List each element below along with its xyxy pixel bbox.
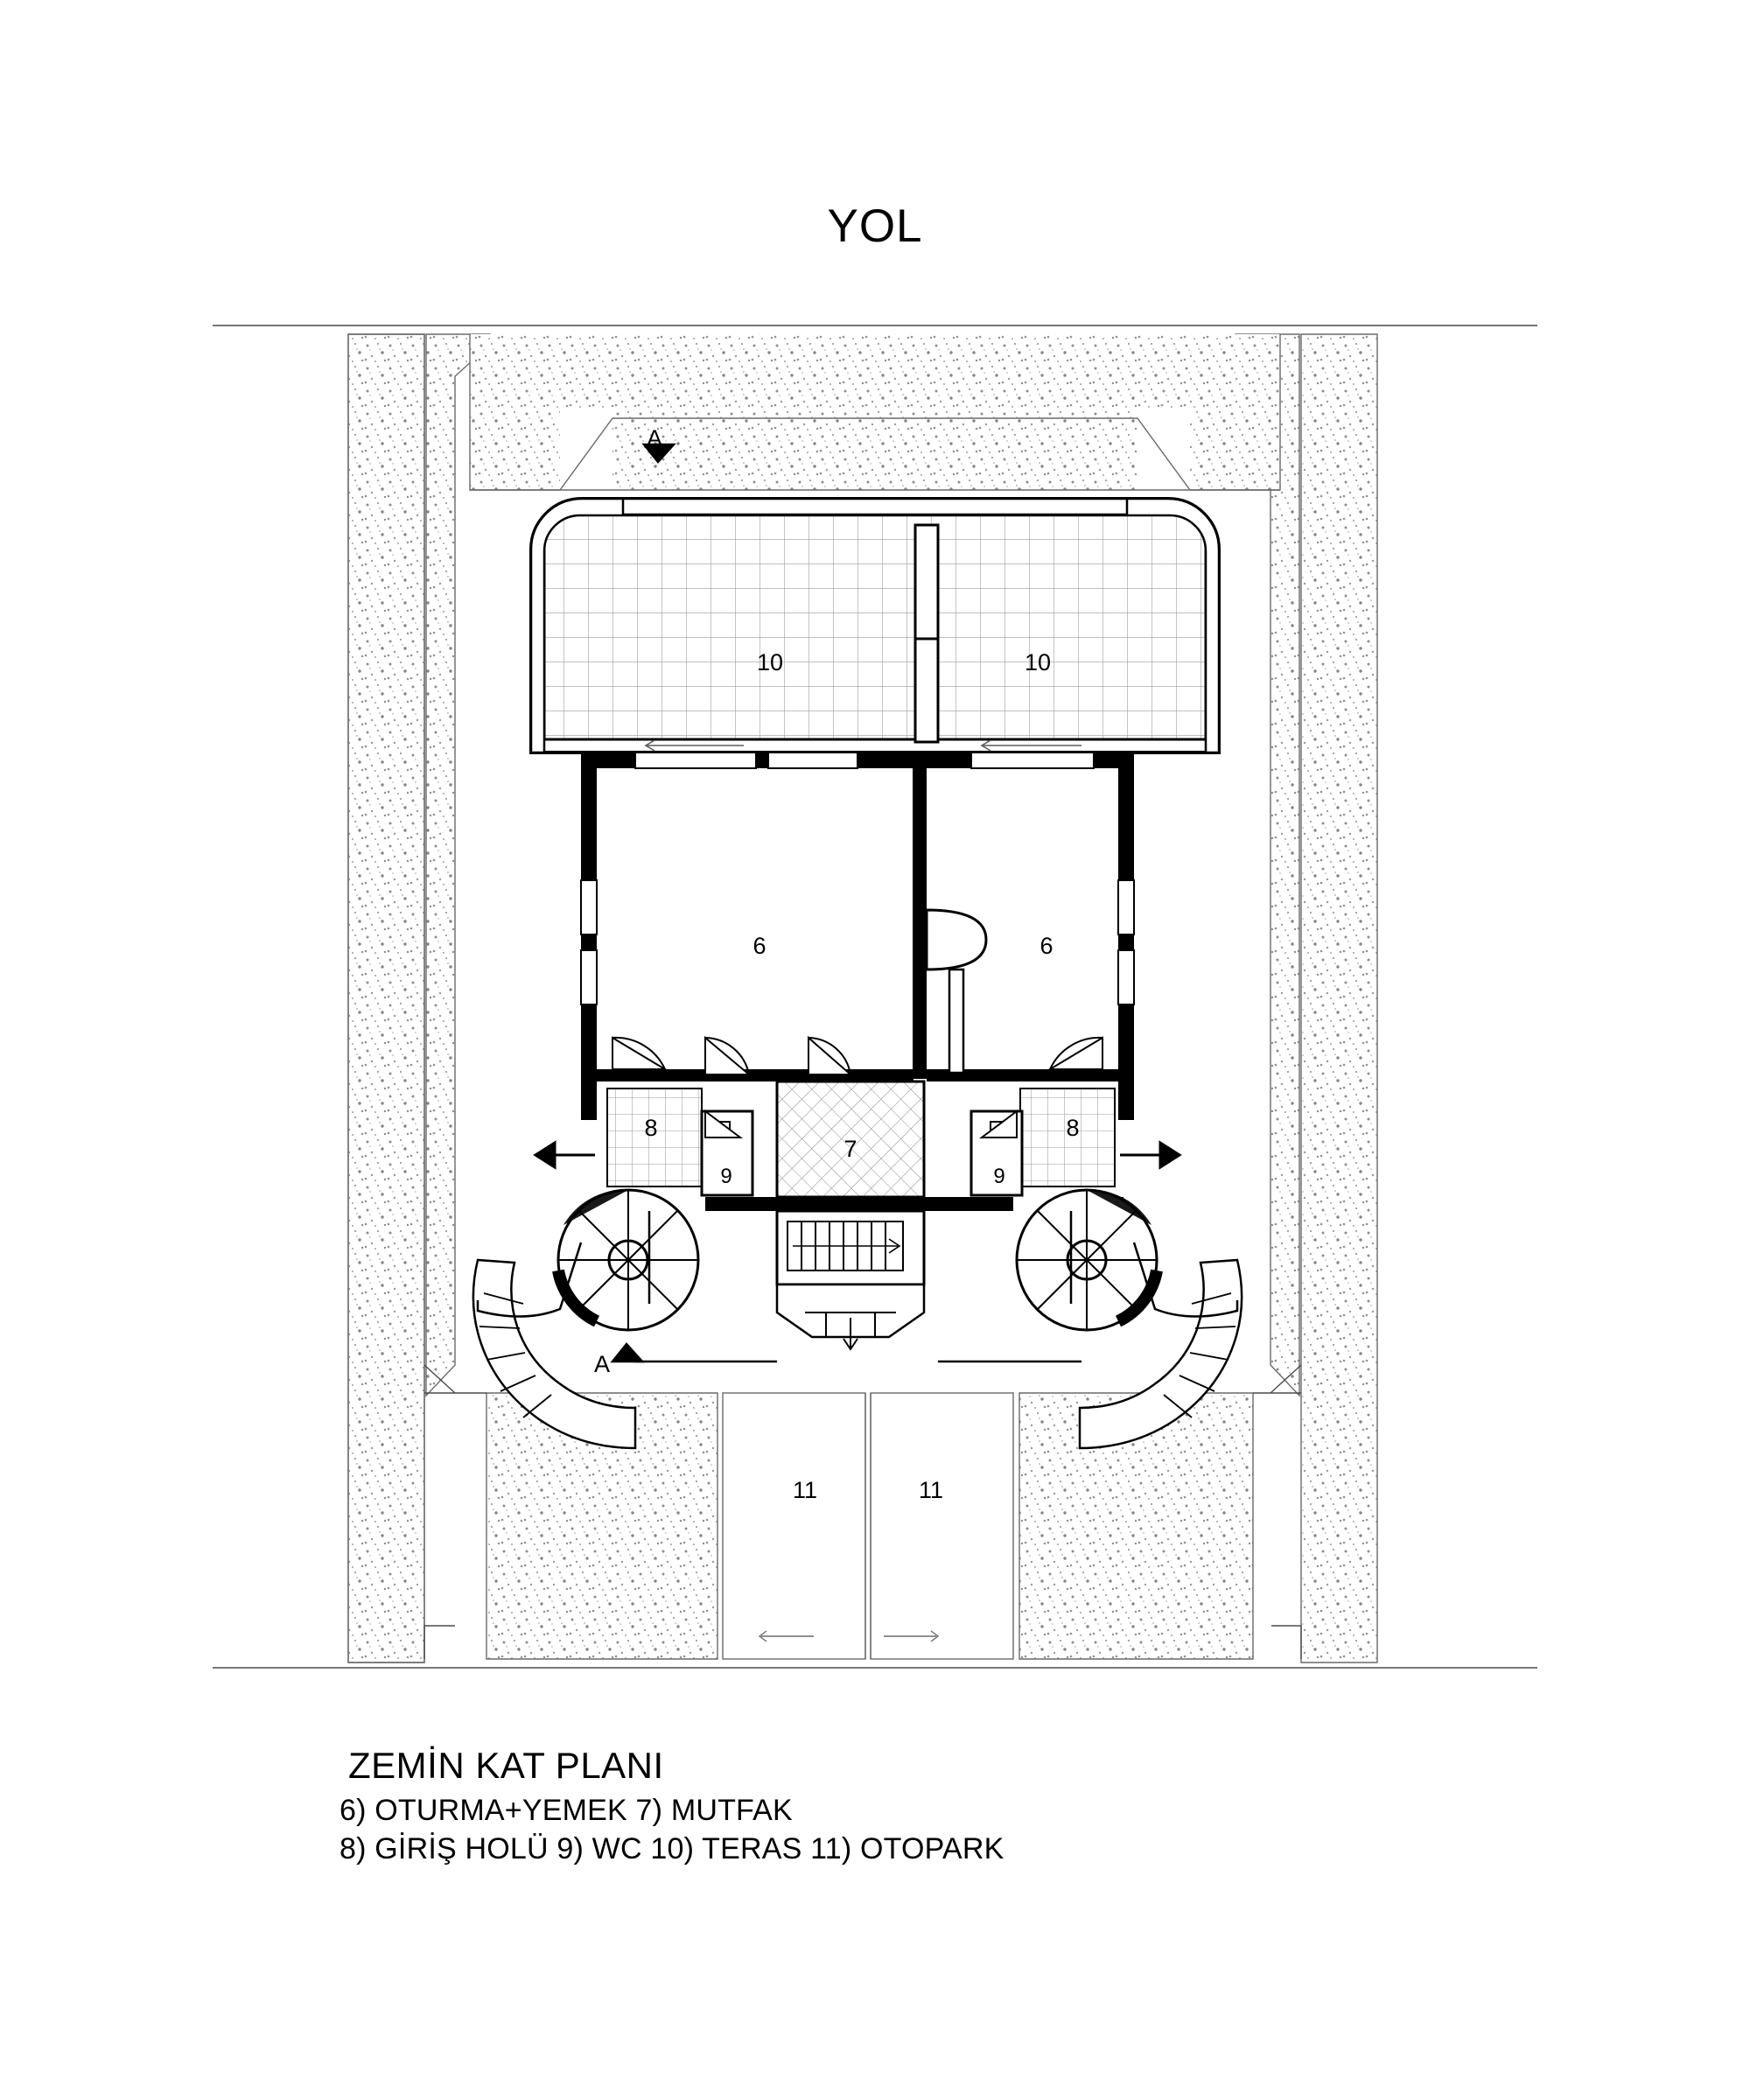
section-marker-bottom-label: A: [593, 1351, 611, 1377]
room-number-parking-left: 11: [792, 1477, 818, 1503]
section-marker-top-label: A: [646, 425, 663, 452]
room-number-terrace-left: 10: [756, 649, 784, 676]
room-number-living-right: 6: [1040, 933, 1054, 959]
room-number-living-left: 6: [752, 933, 766, 959]
room-number-wc-right: 9: [993, 1165, 1005, 1188]
legend-line-2: 8) GİRİŞ HOLÜ 9) WC 10) TERAS 11) OTOPARK: [340, 1831, 1004, 1866]
room-number-hall-left: 8: [644, 1115, 658, 1141]
room-number-wc-left: 9: [720, 1165, 732, 1188]
legend-line-1: 6) OTURMA+YEMEK 7) MUTFAK: [340, 1794, 793, 1827]
legend: [340, 1745, 1390, 1868]
legend-title: ZEMİN KAT PLANI: [348, 1745, 664, 1786]
room-number-terrace-right: 10: [1024, 649, 1052, 676]
room-number-kitchen: 7: [844, 1136, 858, 1162]
page-title: YOL: [827, 200, 923, 252]
room-number-hall-right: 8: [1066, 1115, 1080, 1141]
room-number-parking-right: 11: [918, 1477, 944, 1503]
